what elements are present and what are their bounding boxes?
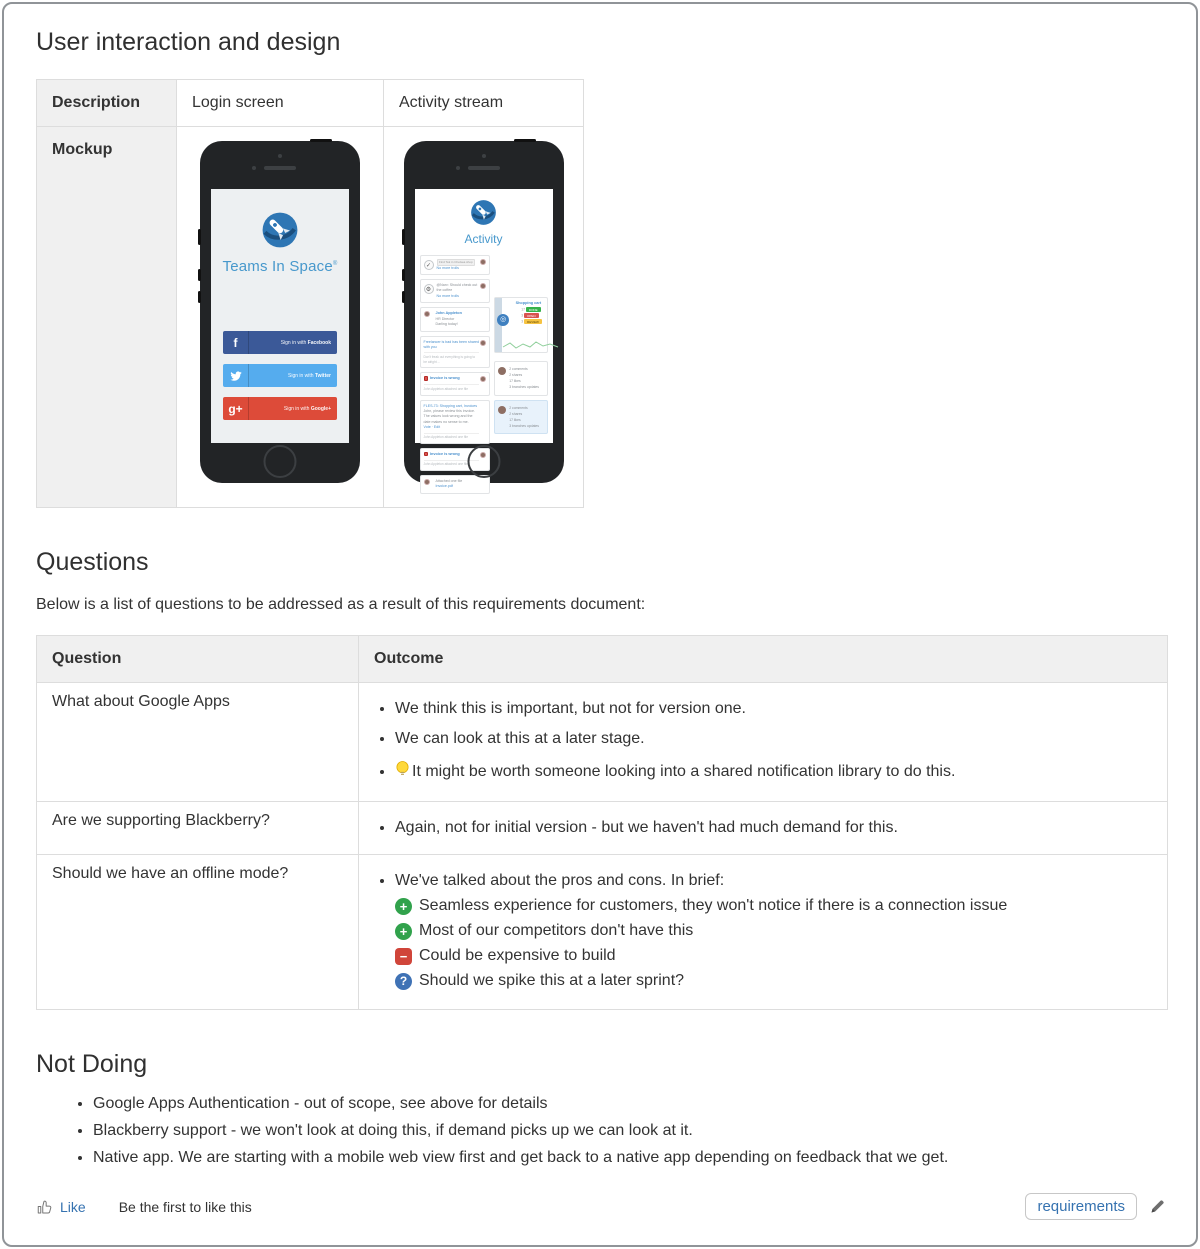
table-row [37, 855, 1168, 1010]
phone-camera [482, 154, 486, 158]
mockups-header-activity: Activity stream [384, 80, 584, 127]
check-icon: ✓ [424, 260, 434, 270]
feed-card-stats-highlighted: 2 comments 2 shares 17 likes 3 branches updates [494, 400, 547, 435]
like-button[interactable] [36, 1198, 86, 1216]
login-buttons [223, 331, 337, 430]
list-item: • Google Apps Authentication - out of scope, see above for details [93, 1095, 1166, 1113]
phone-power-button [310, 139, 332, 142]
page-footer [36, 1193, 1166, 1220]
feed-card-issue-detail: FLES-73: Shopping cart, Invoices John, please review this invoice. The values look wrong and the date makes no sense to me. Vote · Edit John Appleton attached one file [420, 400, 491, 444]
feed-card-invoice: Invoice is wrong John Appleton attached one file [420, 372, 491, 395]
issue-icon [424, 376, 429, 381]
feed-card-stats: 2 comments 2 shares 17 likes 3 branches updates [494, 361, 547, 396]
teams-in-space-wordmark: Teams In Space® [222, 258, 338, 275]
phone-volume-down [198, 291, 201, 303]
not-doing-heading: Not Doing [36, 1050, 148, 1078]
avatar [498, 406, 506, 414]
cart-icon: ◎ [497, 314, 509, 326]
googleplus-icon: g+ [223, 397, 249, 420]
table-row [37, 683, 1168, 802]
activity-screen [415, 189, 553, 489]
avatar [480, 376, 486, 382]
like-label: Like [60, 1198, 86, 1215]
question-cell: Should we have an offline mode? [37, 855, 359, 1010]
phone-speaker [468, 166, 500, 170]
login-screen [211, 189, 349, 443]
question-column-header: Question [37, 636, 359, 683]
outcome-column-header: Outcome [359, 636, 1168, 683]
feed-card-status: John Appleton HR Director Darling today! [420, 307, 491, 331]
sparkline-chart [503, 338, 558, 351]
like-hint-text: Be the first to like this [118, 1198, 252, 1215]
phone-mute-switch [198, 229, 201, 245]
feed-card-shopping-cart: ◎ Shopping cart 17 DONE 3 OPEN 3 REVIEW [494, 297, 547, 353]
not-doing-list [36, 1095, 1166, 1167]
thumbs-up-icon [36, 1198, 54, 1216]
mockups-row-label: Mockup [37, 127, 177, 508]
avatar [480, 259, 486, 265]
issue-icon [424, 452, 429, 457]
feed-card-attachment: Attached one file Invoice.pdf [420, 475, 491, 494]
feed-card-mention: ⚙ @Narv: Should check out the coffee No more trolls [420, 279, 491, 303]
question-cell: Are we supporting Blackberry? [37, 802, 359, 855]
phone-home-button [467, 445, 500, 478]
outcome-cell: • We've talked about the pros and cons. In brief: + Seamless experience for customers, they won't notice if there is a connection issue + Most of our competitors don't have this − Could be expensive to build ? Should we spike this at a later sprint? [359, 855, 1168, 1010]
list-item: • Native app. We are starting with a mobile web view first and get back to a native app depending on feedback that we get. [93, 1149, 1166, 1167]
avatar [480, 283, 486, 289]
teams-in-space-logo-icon [261, 211, 299, 249]
plus-icon: + [395, 923, 412, 940]
phone-volume-up [402, 269, 405, 281]
phone-mute-switch [402, 229, 405, 245]
twitter-icon [223, 364, 249, 387]
avatar [424, 311, 430, 317]
signin-facebook-button: f Sign in with Facebook [223, 331, 337, 354]
plus-icon: + [395, 898, 412, 915]
phone-sensor [252, 166, 256, 170]
phone-camera [278, 154, 282, 158]
avatar [424, 479, 430, 485]
signin-twitter-button: Sign in with Twitter [223, 364, 337, 387]
signin-googleplus-button: g+ Sign in with Google+ [223, 397, 337, 420]
requirements-label-link[interactable]: requirements [1025, 1193, 1137, 1220]
phone-sensor [456, 166, 460, 170]
gear-icon: ⚙ [424, 284, 434, 294]
feed-card-task: ✓ Find Tek in Chelsea shop No more trolls [420, 255, 491, 275]
table-row [37, 802, 1168, 855]
question-mark-icon: ? [395, 973, 412, 990]
facebook-icon: f [223, 331, 249, 354]
question-cell: What about Google Apps [37, 683, 359, 802]
mockups-table [36, 79, 584, 508]
minus-icon: − [395, 948, 412, 965]
activity-screen-title: Activity [464, 232, 503, 246]
list-item: • Blackberry support - we won't look at doing this, if demand picks up we can look at it. [93, 1122, 1166, 1140]
phone-speaker [264, 166, 296, 170]
login-mockup-cell [177, 127, 384, 508]
feed-card-share: Freelancer is bad has been shared with you Don't freak out everything is going to be alright ... [420, 336, 491, 369]
activity-phone-mockup [404, 141, 564, 489]
questions-intro: Below is a list of questions to be addressed as a result of this requirements document: [36, 596, 646, 613]
phone-power-button [514, 139, 536, 142]
avatar [480, 340, 486, 346]
teams-in-space-logo-icon [470, 199, 497, 226]
questions-table [36, 635, 1168, 1010]
feed-card-invoice: Invoice is wrong John Appleton attached one file [420, 448, 491, 471]
mockups-header-description: Description [37, 80, 177, 127]
phone-volume-down [402, 291, 405, 303]
phone-home-button [264, 445, 297, 478]
document-page [2, 2, 1198, 1247]
phone-volume-up [198, 269, 201, 281]
questions-heading: Questions [36, 548, 149, 576]
mockups-header-login: Login screen [177, 80, 384, 127]
page-title: User interaction and design [36, 28, 341, 56]
lightbulb-icon [395, 760, 410, 784]
edit-labels-pencil-icon[interactable] [1149, 1198, 1166, 1215]
activity-mockup-cell [384, 127, 584, 508]
outcome-cell: • Again, not for initial version - but we haven't had much demand for this. [359, 802, 1168, 855]
login-phone-mockup [200, 141, 360, 483]
activity-feed [420, 255, 548, 489]
avatar [498, 367, 506, 375]
outcome-cell: • We think this is important, but not for version one. • We can look at this at a later stage. • It might be worth someone looking into a shared notification library to do this. [359, 683, 1168, 802]
